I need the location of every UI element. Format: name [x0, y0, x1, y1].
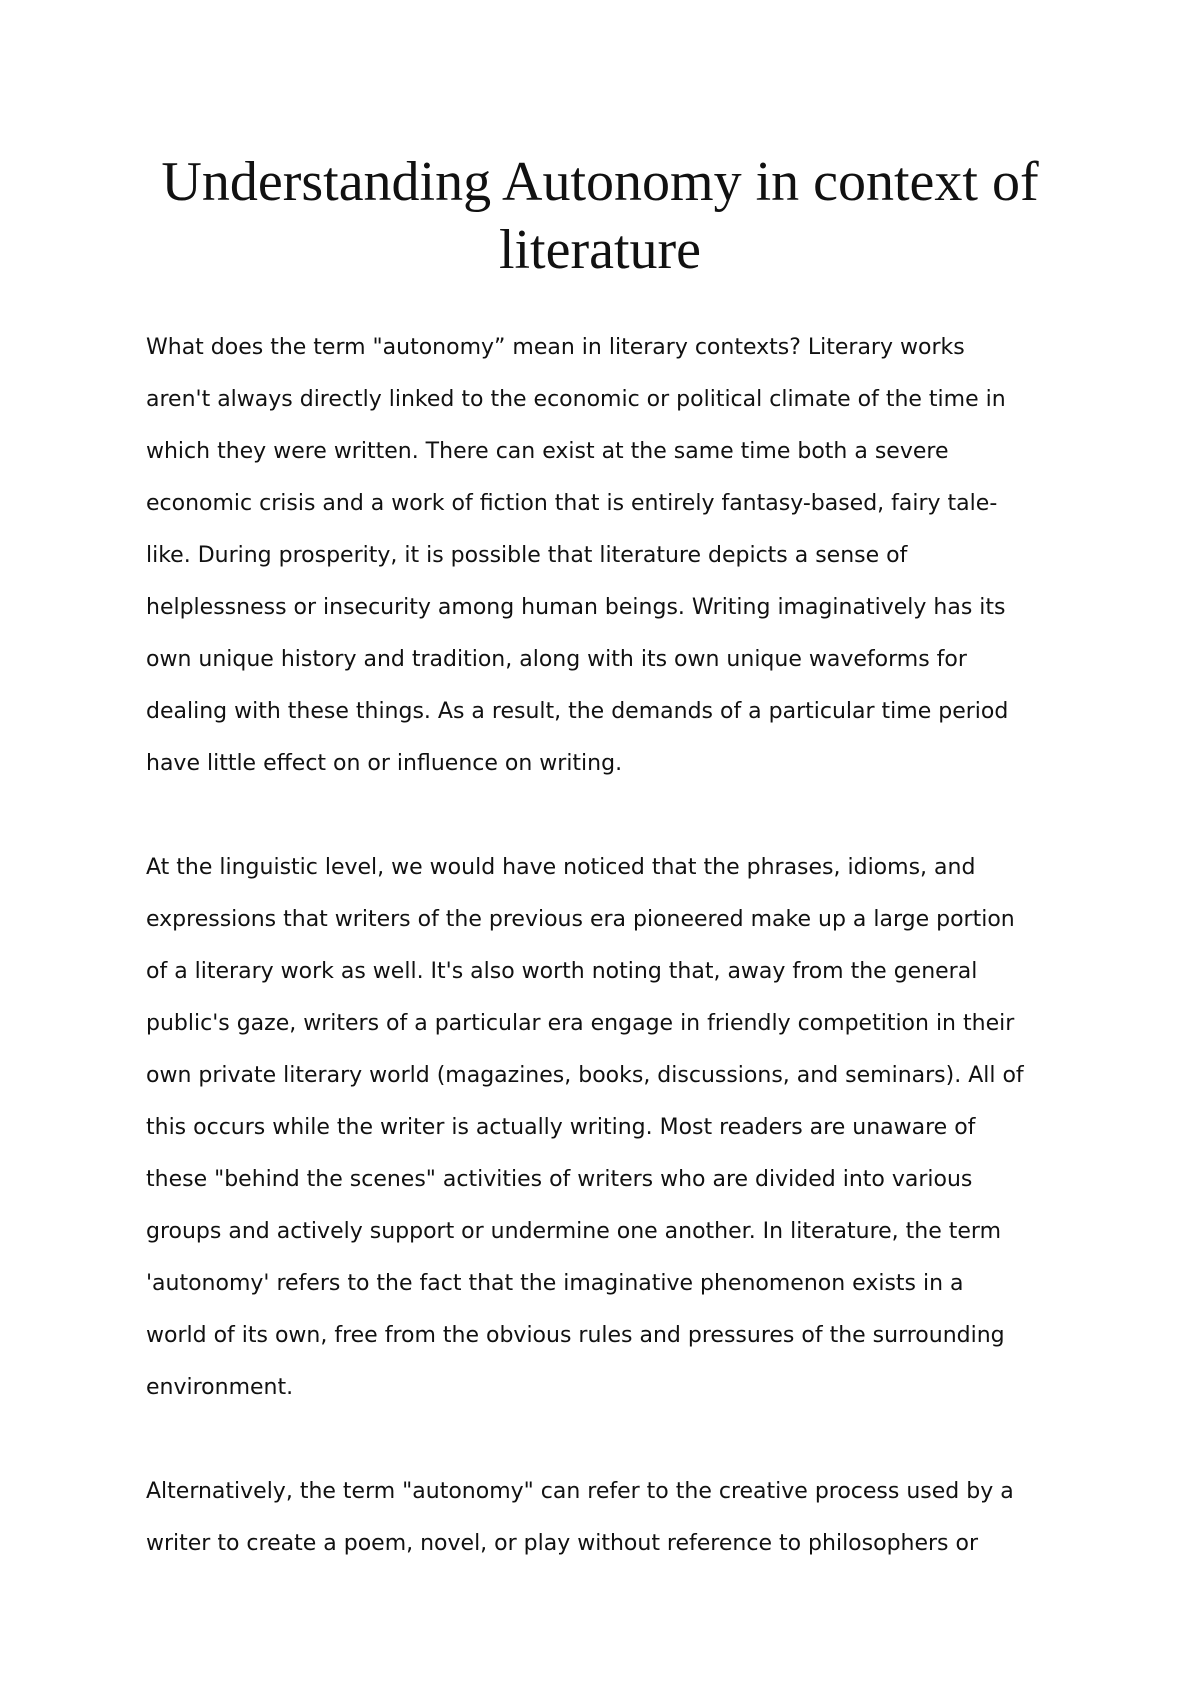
text-line: own unique history and tradition, along with its own unique waveforms for: [146, 647, 967, 672]
paragraph-3: [146, 1466, 1066, 1570]
text-line: writer to create a poem, novel, or play without reference to philosophers or: [146, 1531, 979, 1556]
text-line: helplessness or insecurity among human beings. Writing imaginatively has its: [146, 595, 1006, 620]
text-line: dealing with these things. As a result, the demands of a particular time period: [146, 699, 1009, 724]
text-line: expressions that writers of the previous era pioneered make up a large portion: [146, 907, 1015, 932]
paragraph-1: [146, 322, 1066, 790]
text-line: which they were written. There can exist at the same time both a severe: [146, 439, 949, 464]
text-line: these "behind the scenes" activities of writers who are divided into various: [146, 1167, 973, 1192]
text-line: What does the term "autonomy” mean in literary contexts? Literary works: [146, 335, 965, 360]
text-line: of a literary work as well. It's also worth noting that, away from the general: [146, 959, 978, 984]
text-line: own private literary world (magazines, books, discussions, and seminars). All of: [146, 1063, 1024, 1088]
paragraph-2: [146, 842, 1066, 1414]
text-line: environment.: [146, 1375, 294, 1400]
text-line: Alternatively, the term "autonomy" can refer to the creative process used by a: [146, 1479, 1014, 1504]
text-line: this occurs while the writer is actually writing. Most readers are unaware of: [146, 1115, 976, 1140]
text-line: At the linguistic level, we would have noticed that the phrases, idioms, and: [146, 855, 976, 880]
text-line: aren't always directly linked to the economic or political climate of the time in: [146, 387, 1006, 412]
document-title: [120, 148, 1080, 284]
text-line: public's gaze, writers of a particular era engage in friendly competition in their: [146, 1011, 1015, 1036]
text-line: have little effect on or influence on writing.: [146, 751, 623, 776]
text-line: 'autonomy' refers to the fact that the imaginative phenomenon exists in a: [146, 1271, 964, 1296]
text-line: like. During prosperity, it is possible that literature depicts a sense of: [146, 543, 908, 568]
title-line: Understanding Autonomy in context of: [161, 151, 1039, 213]
text-line: groups and actively support or undermine one another. In literature, the term: [146, 1219, 1002, 1244]
title-line: literature: [498, 219, 702, 281]
text-line: economic crisis and a work of fiction that is entirely fantasy-based, fairy tale-: [146, 491, 998, 516]
text-line: world of its own, free from the obvious rules and pressures of the surrounding: [146, 1323, 1005, 1348]
